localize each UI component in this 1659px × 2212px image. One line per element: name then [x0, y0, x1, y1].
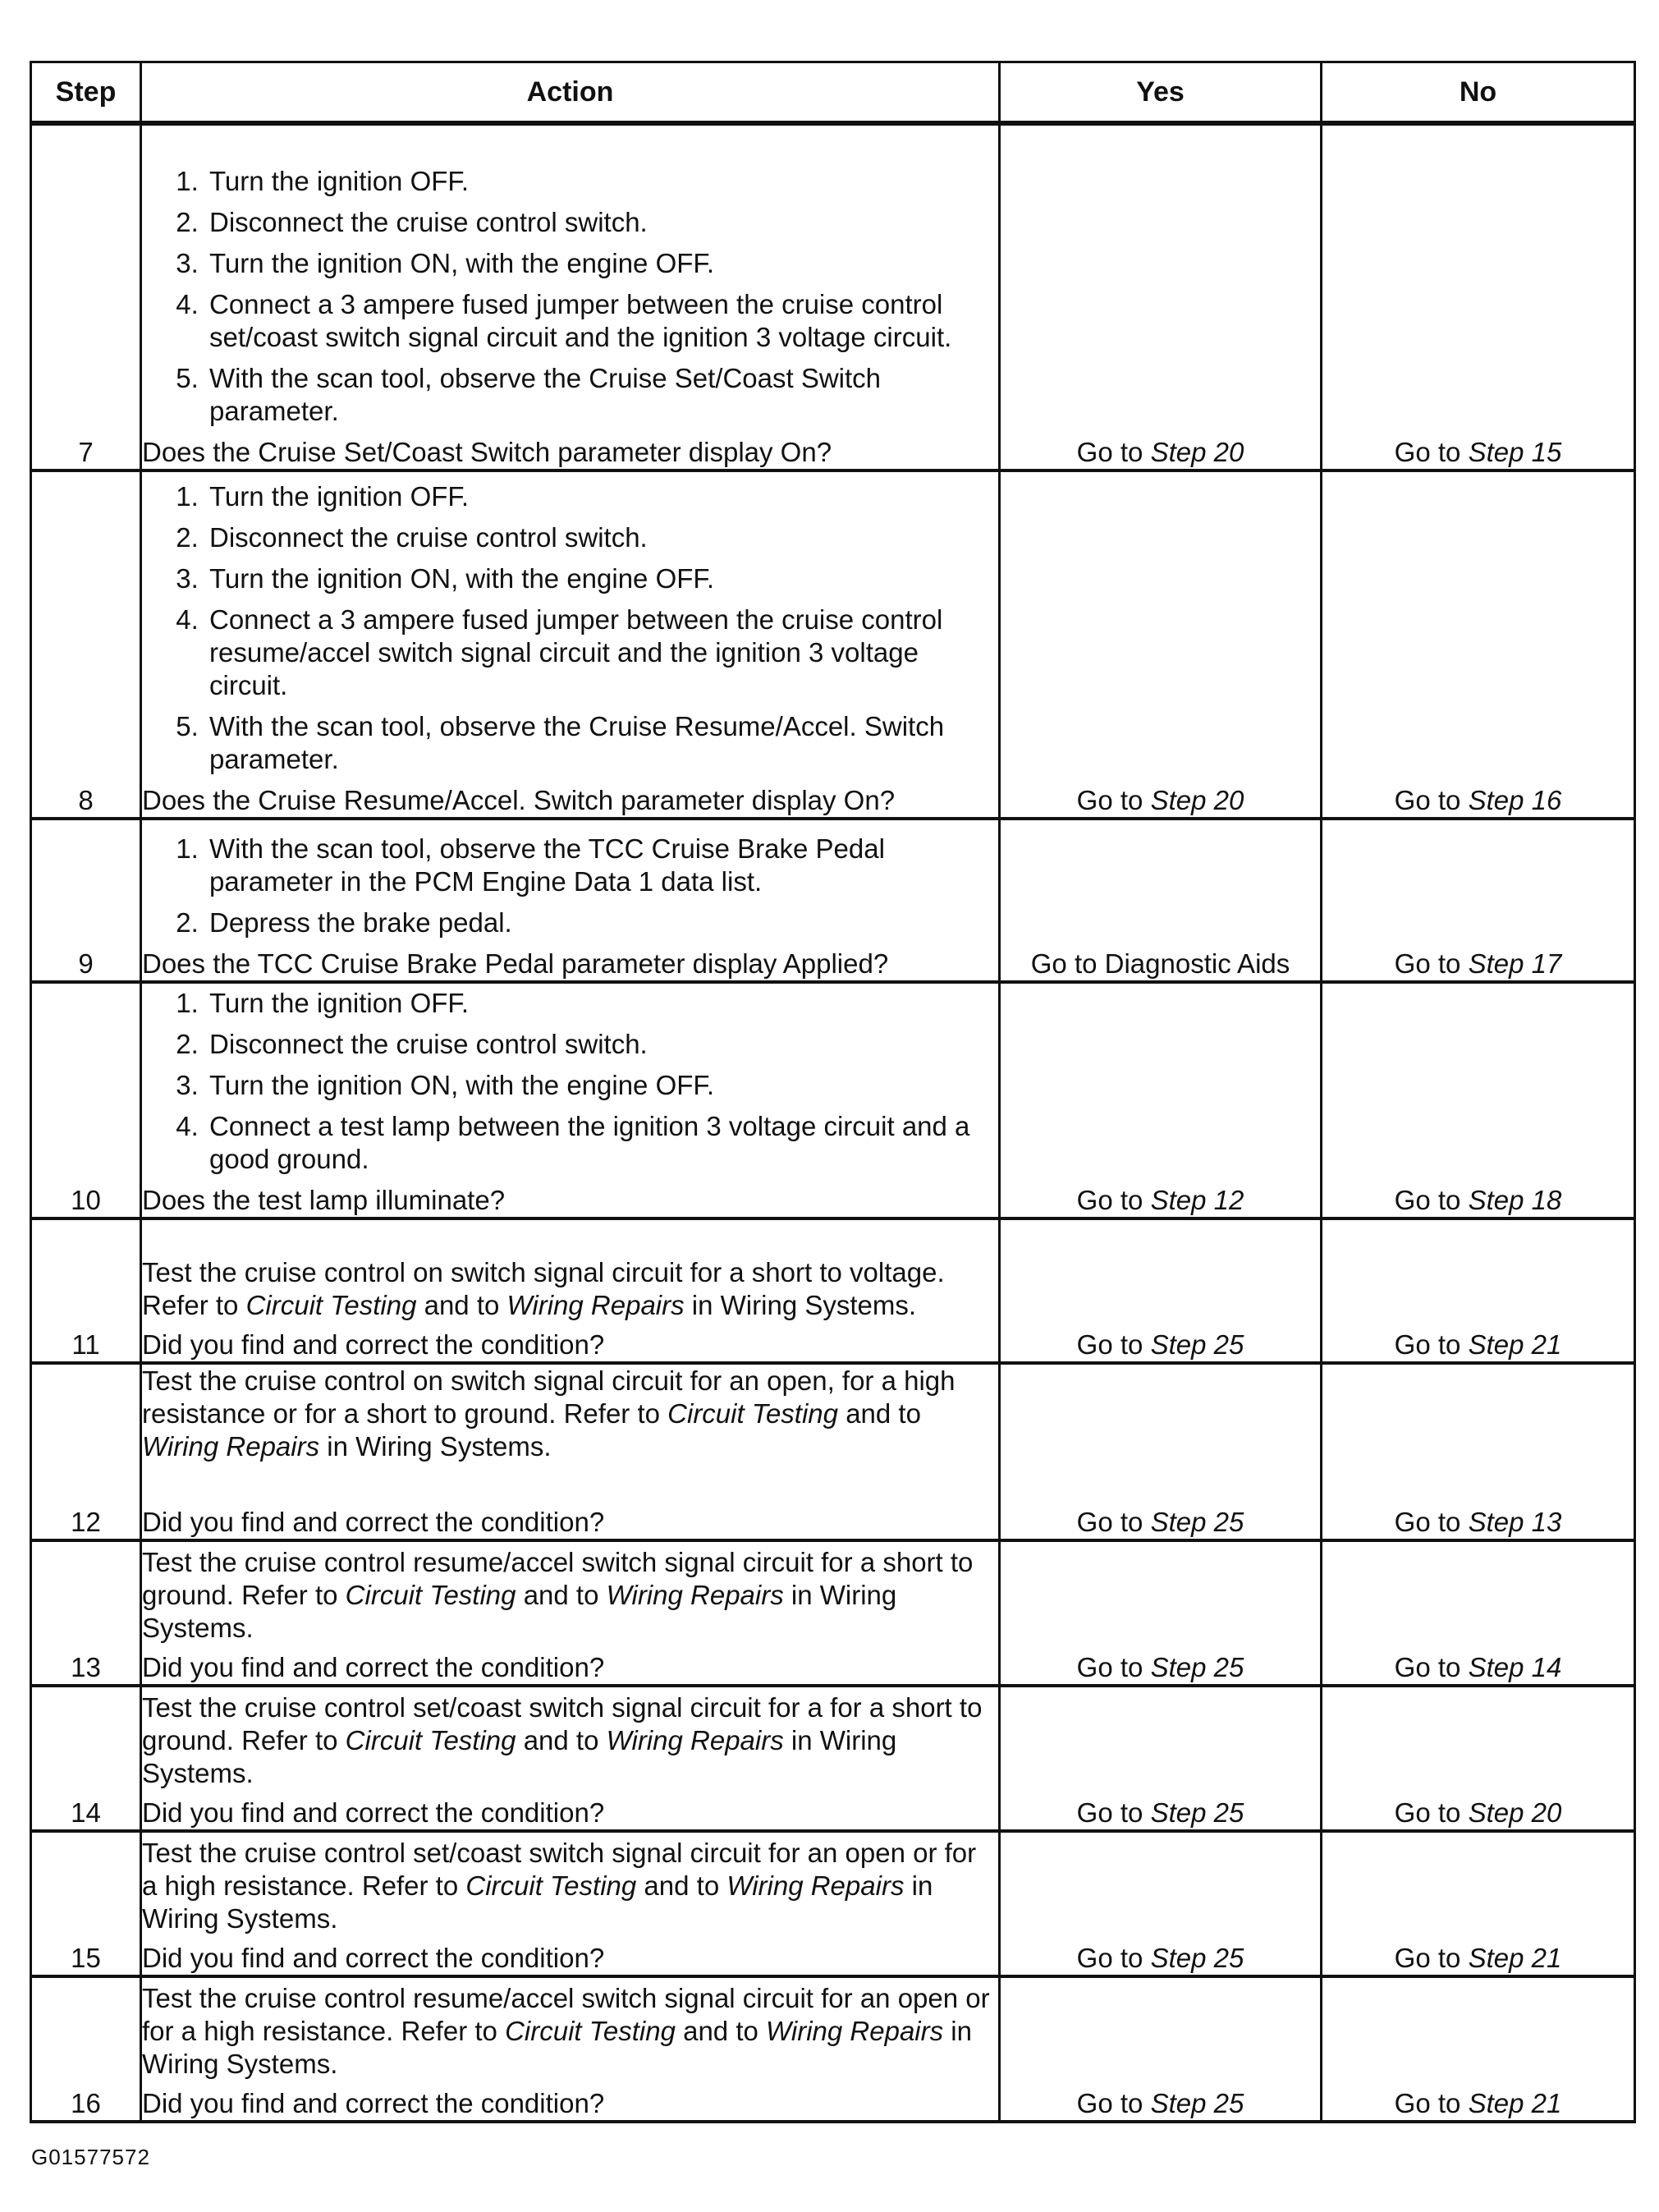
header-no: No: [1322, 62, 1635, 124]
step-number: 13: [31, 1540, 141, 1686]
action-question: Did you find and correct the condition?: [142, 1797, 605, 1828]
paragraph-text: and to: [675, 2016, 767, 2046]
circuit-testing-ref: Circuit Testing: [465, 1870, 637, 1901]
wiring-repairs-ref: Wiring Repairs: [506, 1290, 685, 1320]
yes-step-ref: Step 20: [1150, 437, 1244, 467]
circuit-testing-ref: Circuit Testing: [345, 1725, 516, 1755]
table-row: [31, 123, 1635, 470]
action-step: 3. Turn the ignition ON, with the engine OFF.: [206, 1069, 998, 1102]
no-cell: [1322, 1831, 1635, 1976]
header-step: Step: [31, 62, 141, 124]
table-row: [31, 1686, 1635, 1831]
no-step-ref: Step 20: [1468, 1797, 1562, 1828]
yes-cell: [1000, 1686, 1322, 1831]
no-step-ref: Step 21: [1468, 1943, 1562, 1973]
circuit-testing-ref: Circuit Testing: [505, 2016, 676, 2046]
action-paragraph: [142, 1982, 998, 2081]
yes-text: Go to: [1076, 437, 1151, 467]
no-step-ref: Step 17: [1468, 948, 1562, 979]
action-step: 2. Disconnect the cruise control switch.: [206, 1028, 998, 1061]
no-cell: [1322, 819, 1635, 982]
no-step-ref: Step 14: [1468, 1652, 1562, 1682]
circuit-testing-ref: Circuit Testing: [667, 1398, 839, 1429]
figure-id: G01577572: [31, 2145, 150, 2169]
no-text: Go to: [1394, 785, 1469, 815]
action-step: 1. Turn the ignition OFF.: [206, 480, 998, 513]
no-cell: [1322, 1976, 1635, 2122]
action-paragraph: [142, 1691, 998, 1790]
no-text: Go to: [1394, 1185, 1469, 1215]
table-row: [31, 1363, 1635, 1540]
action-step: 4. Connect a 3 ampere fused jumper between the cruise control resume/accel switch signal circuit and the ignition 3 voltage circuit.: [206, 603, 998, 702]
action-cell: [141, 819, 1000, 982]
action-question: Did you find and correct the condition?: [142, 1507, 605, 1537]
table-row: [31, 1976, 1635, 2122]
action-step: 4. Connect a test lamp between the ignition 3 voltage circuit and a good ground.: [206, 1110, 998, 1176]
paragraph-text: and to: [416, 1290, 507, 1320]
yes-text: Go to: [1076, 1652, 1151, 1682]
step-number: 11: [31, 1218, 141, 1363]
action-paragraph: [142, 1256, 998, 1322]
action-paragraph: [142, 1837, 998, 1935]
step-number: 14: [31, 1686, 141, 1831]
table-row: [31, 819, 1635, 982]
yes-step-ref: Step 25: [1150, 1797, 1244, 1828]
yes-cell: [1000, 123, 1322, 470]
no-cell: [1322, 1686, 1635, 1831]
circuit-testing-ref: Circuit Testing: [245, 1290, 417, 1320]
yes-cell: [1000, 1976, 1322, 2122]
yes-step-ref: Step 25: [1150, 1507, 1244, 1537]
paragraph-text: and to: [516, 1580, 607, 1610]
action-cell: [141, 1218, 1000, 1363]
action-step: 1. With the scan tool, observe the TCC Cruise Brake Pedal parameter in the PCM Engine Data 1 data list.: [206, 833, 998, 898]
paragraph-text: Test the cruise control on switch signal circuit for a short to voltage. Refer to: [142, 1257, 945, 1320]
yes-step-ref: Step 25: [1150, 2088, 1244, 2118]
yes-cell: [1000, 1831, 1322, 1976]
no-cell: [1322, 1363, 1635, 1540]
no-cell: [1322, 982, 1635, 1218]
step-number: 7: [31, 123, 141, 470]
action-step: 4. Connect a 3 ampere fused jumper between the cruise control set/coast switch signal circuit and the ignition 3 voltage circuit.: [206, 288, 998, 354]
action-steps-list: [142, 833, 998, 939]
action-cell: [141, 982, 1000, 1218]
no-cell: [1322, 123, 1635, 470]
action-question: Does the test lamp illuminate?: [142, 1185, 506, 1215]
yes-step-ref: Step 25: [1150, 1329, 1244, 1360]
action-step: 1. Turn the ignition OFF.: [206, 987, 998, 1020]
table-row: [31, 470, 1635, 819]
no-step-ref: Step 21: [1468, 2088, 1562, 2118]
wiring-repairs-ref: Wiring Repairs: [142, 1431, 320, 1462]
action-cell: [141, 1363, 1000, 1540]
no-text: Go to: [1394, 1652, 1469, 1682]
yes-text: Go to: [1076, 1329, 1151, 1360]
yes-cell: [1000, 1540, 1322, 1686]
action-cell: [141, 1831, 1000, 1976]
table-row: [31, 1540, 1635, 1686]
header-action: Action: [141, 62, 1000, 124]
paragraph-text: in Wiring Systems.: [319, 1431, 552, 1462]
table-header-row: [31, 62, 1635, 124]
step-number: 10: [31, 982, 141, 1218]
no-step-ref: Step 21: [1468, 1329, 1562, 1360]
paragraph-text: Test the cruise control set/coast switch signal circuit for an open or for a high resistance. Refer to: [142, 1838, 977, 1901]
yes-cell: [1000, 982, 1322, 1218]
action-cell: [141, 123, 1000, 470]
table-row: [31, 1218, 1635, 1363]
yes-text: Go to: [1076, 1507, 1151, 1537]
paragraph-text: in Wiring Systems.: [142, 1725, 897, 1788]
no-text: Go to: [1394, 437, 1469, 467]
wiring-repairs-ref: Wiring Repairs: [726, 1870, 905, 1901]
wiring-repairs-ref: Wiring Repairs: [606, 1725, 784, 1755]
action-step: 3. Turn the ignition ON, with the engine OFF.: [206, 247, 998, 280]
spacer: [142, 1470, 998, 1506]
action-cell: [141, 1976, 1000, 2122]
paragraph-text: in Wiring Systems.: [684, 1290, 917, 1320]
no-step-ref: Step 15: [1468, 437, 1562, 467]
action-step: 1. Turn the ignition OFF.: [206, 165, 998, 198]
paragraph-text: in Wiring Systems.: [142, 2016, 972, 2079]
paragraph-text: in Wiring Systems.: [142, 1580, 897, 1643]
action-question: Did you find and correct the condition?: [142, 1943, 605, 1973]
paragraph-text: and to: [636, 1870, 727, 1901]
step-number: 12: [31, 1363, 141, 1540]
no-step-ref: Step 16: [1468, 785, 1562, 815]
yes-text: Go to Diagnostic Aids: [1030, 948, 1290, 979]
no-text: Go to: [1394, 1507, 1469, 1537]
yes-text: Go to: [1076, 785, 1151, 815]
paragraph-text: and to: [516, 1725, 607, 1755]
no-text: Go to: [1394, 2088, 1469, 2118]
action-step: 2. Depress the brake pedal.: [206, 906, 998, 939]
yes-cell: [1000, 1363, 1322, 1540]
action-question: Does the Cruise Resume/Accel. Switch parameter display On?: [142, 785, 896, 815]
yes-step-ref: Step 25: [1150, 1652, 1244, 1682]
no-text: Go to: [1394, 1943, 1469, 1973]
no-step-ref: Step 18: [1468, 1185, 1562, 1215]
header-yes: Yes: [1000, 62, 1322, 124]
action-question: Did you find and correct the condition?: [142, 1329, 605, 1360]
action-step: 3. Turn the ignition ON, with the engine OFF.: [206, 562, 998, 595]
action-question: Did you find and correct the condition?: [142, 1652, 605, 1682]
action-paragraph: [142, 1546, 998, 1645]
action-step: 2. Disconnect the cruise control switch.: [206, 521, 998, 554]
paragraph-text: and to: [838, 1398, 921, 1429]
wiring-repairs-ref: Wiring Repairs: [766, 2016, 944, 2046]
step-number: 15: [31, 1831, 141, 1976]
table-row: [31, 982, 1635, 1218]
action-cell: [141, 1540, 1000, 1686]
diagnostic-table: [30, 61, 1636, 2123]
step-number: 9: [31, 819, 141, 982]
action-step: 5. With the scan tool, observe the Cruise Set/Coast Switch parameter.: [206, 362, 998, 428]
action-paragraph: [142, 1365, 998, 1463]
action-step: 5. With the scan tool, observe the Cruise Resume/Accel. Switch parameter.: [206, 710, 998, 776]
circuit-testing-ref: Circuit Testing: [345, 1580, 516, 1610]
no-step-ref: Step 13: [1468, 1507, 1562, 1537]
action-steps-list: [142, 480, 998, 776]
no-cell: [1322, 1218, 1635, 1363]
action-step: 2. Disconnect the cruise control switch.: [206, 206, 998, 239]
yes-step-ref: Step 25: [1150, 1943, 1244, 1973]
yes-text: Go to: [1076, 1797, 1151, 1828]
paragraph-text: Test the cruise control set/coast switch signal circuit for a for a short to ground. Refer to: [142, 1692, 983, 1755]
yes-cell: [1000, 1218, 1322, 1363]
yes-cell: [1000, 819, 1322, 982]
table-row: [31, 1831, 1635, 1976]
no-text: Go to: [1394, 1797, 1469, 1828]
action-question: Does the Cruise Set/Coast Switch parameter display On?: [142, 437, 832, 467]
no-text: Go to: [1394, 948, 1469, 979]
paragraph-text: Test the cruise control resume/accel switch signal circuit for an open or for a high resistance. Refer to: [142, 1983, 990, 2046]
step-number: 8: [31, 470, 141, 819]
no-cell: [1322, 470, 1635, 819]
no-text: Go to: [1394, 1329, 1469, 1360]
wiring-repairs-ref: Wiring Repairs: [606, 1580, 784, 1610]
yes-text: Go to: [1076, 1943, 1151, 1973]
yes-step-ref: Step 20: [1150, 785, 1244, 815]
action-cell: [141, 1686, 1000, 1831]
yes-text: Go to: [1076, 2088, 1151, 2118]
paragraph-text: in Wiring Systems.: [142, 1870, 933, 1934]
paragraph-text: Test the cruise control resume/accel switch signal circuit for a short to ground. Refer to: [142, 1547, 974, 1610]
table-body: [31, 123, 1635, 2122]
action-question: Does the TCC Cruise Brake Pedal parameter display Applied?: [142, 948, 889, 979]
action-question: Did you find and correct the condition?: [142, 2088, 605, 2118]
yes-cell: [1000, 470, 1322, 819]
yes-text: Go to: [1076, 1185, 1151, 1215]
no-cell: [1322, 1540, 1635, 1686]
paragraph-text: Test the cruise control on switch signal circuit for an open, for a high resistance or for a short to ground. Refer to: [142, 1365, 956, 1429]
action-cell: [141, 470, 1000, 819]
step-number: 16: [31, 1976, 141, 2122]
action-steps-list: [142, 987, 998, 1176]
action-steps-list: [142, 165, 998, 428]
yes-step-ref: Step 12: [1150, 1185, 1244, 1215]
